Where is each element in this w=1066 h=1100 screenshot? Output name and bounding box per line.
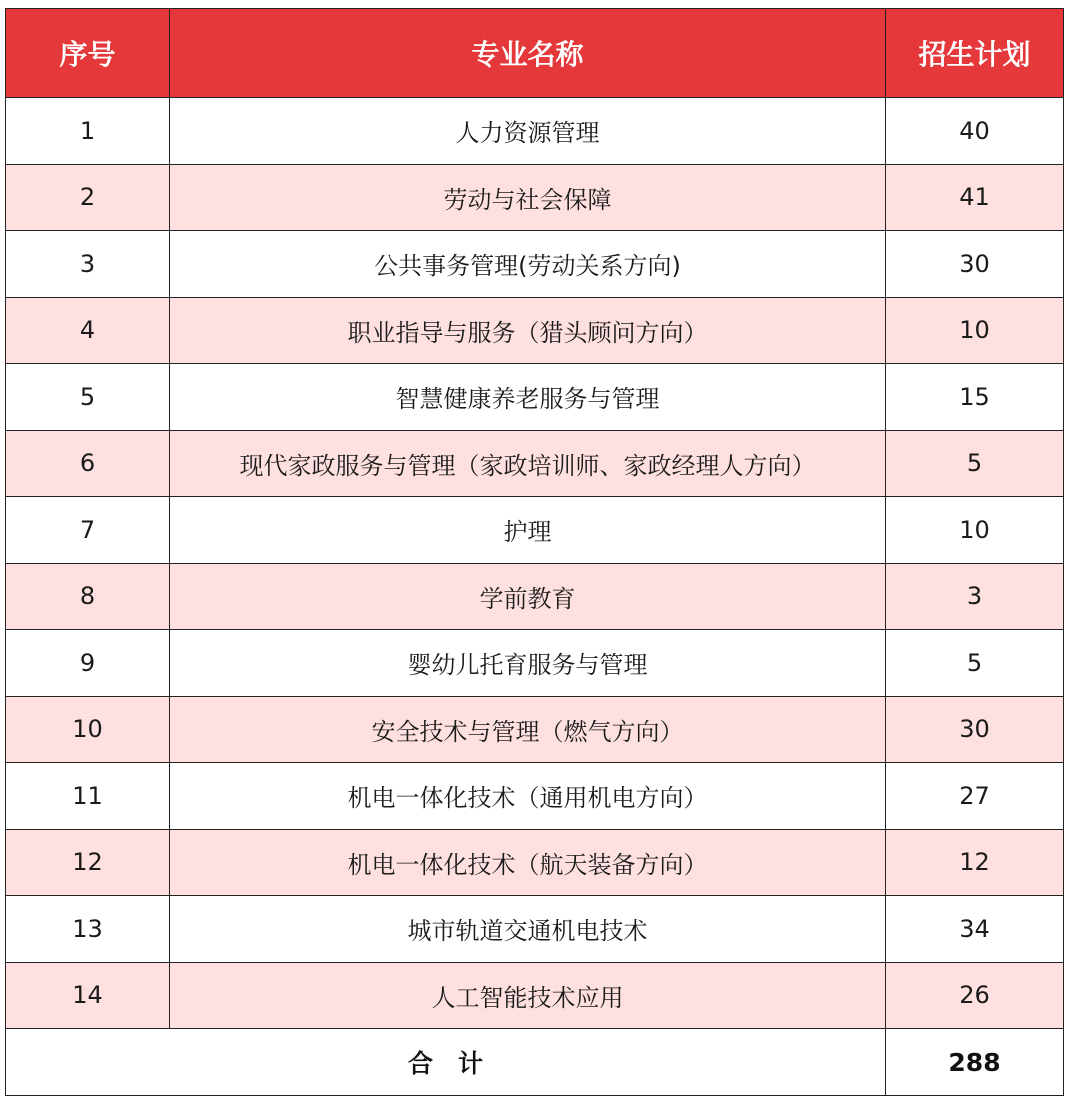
cell-major: 人工智能技术应用 — [170, 962, 886, 1029]
cell-plan: 34 — [886, 896, 1064, 963]
cell-major: 城市轨道交通机电技术 — [170, 896, 886, 963]
cell-index: 8 — [6, 563, 170, 630]
cell-index: 7 — [6, 497, 170, 564]
cell-major: 护理 — [170, 497, 886, 564]
cell-index: 2 — [6, 164, 170, 231]
cell-plan: 5 — [886, 430, 1064, 497]
table-footer — [6, 1029, 1064, 1096]
table-row — [6, 364, 1064, 431]
table-row — [6, 630, 1064, 697]
cell-major: 公共事务管理(劳动关系方向) — [170, 231, 886, 298]
table-row — [6, 696, 1064, 763]
cell-index: 5 — [6, 364, 170, 431]
cell-index: 9 — [6, 630, 170, 697]
enrollment-plan-table — [5, 8, 1064, 1096]
cell-major: 机电一体化技术（航天装备方向） — [170, 829, 886, 896]
total-row — [6, 1029, 1064, 1096]
table-row — [6, 829, 1064, 896]
table-row — [6, 231, 1064, 298]
cell-plan: 30 — [886, 696, 1064, 763]
header-row — [6, 9, 1064, 98]
cell-index: 14 — [6, 962, 170, 1029]
cell-plan: 41 — [886, 164, 1064, 231]
table-row — [6, 430, 1064, 497]
cell-index: 1 — [6, 98, 170, 165]
cell-plan: 26 — [886, 962, 1064, 1029]
cell-index: 13 — [6, 896, 170, 963]
cell-plan: 40 — [886, 98, 1064, 165]
cell-major: 人力资源管理 — [170, 98, 886, 165]
cell-major: 劳动与社会保障 — [170, 164, 886, 231]
cell-index: 4 — [6, 297, 170, 364]
total-value: 288 — [886, 1029, 1064, 1096]
cell-major: 智慧健康养老服务与管理 — [170, 364, 886, 431]
cell-major: 学前教育 — [170, 563, 886, 630]
header-major: 专业名称 — [170, 9, 886, 98]
cell-major: 婴幼儿托育服务与管理 — [170, 630, 886, 697]
cell-index: 12 — [6, 829, 170, 896]
table-header — [6, 9, 1064, 98]
total-label: 合 计 — [6, 1029, 886, 1096]
cell-plan: 12 — [886, 829, 1064, 896]
table-row — [6, 563, 1064, 630]
cell-index: 10 — [6, 696, 170, 763]
table-row — [6, 98, 1064, 165]
cell-plan: 15 — [886, 364, 1064, 431]
cell-plan: 27 — [886, 763, 1064, 830]
cell-index: 6 — [6, 430, 170, 497]
cell-major: 现代家政服务与管理（家政培训师、家政经理人方向） — [170, 430, 886, 497]
cell-index: 11 — [6, 763, 170, 830]
cell-plan: 3 — [886, 563, 1064, 630]
table-row — [6, 164, 1064, 231]
cell-plan: 5 — [886, 630, 1064, 697]
cell-plan: 30 — [886, 231, 1064, 298]
cell-index: 3 — [6, 231, 170, 298]
cell-plan: 10 — [886, 497, 1064, 564]
header-index: 序号 — [6, 9, 170, 98]
table-row — [6, 763, 1064, 830]
table-body — [6, 98, 1064, 1029]
cell-major: 安全技术与管理（燃气方向） — [170, 696, 886, 763]
table-row — [6, 896, 1064, 963]
cell-plan: 10 — [886, 297, 1064, 364]
table-row — [6, 497, 1064, 564]
cell-major: 机电一体化技术（通用机电方向） — [170, 763, 886, 830]
enrollment-table-container — [5, 8, 1064, 1096]
cell-major: 职业指导与服务（猎头顾问方向） — [170, 297, 886, 364]
header-plan: 招生计划 — [886, 9, 1064, 98]
table-row — [6, 297, 1064, 364]
table-row — [6, 962, 1064, 1029]
